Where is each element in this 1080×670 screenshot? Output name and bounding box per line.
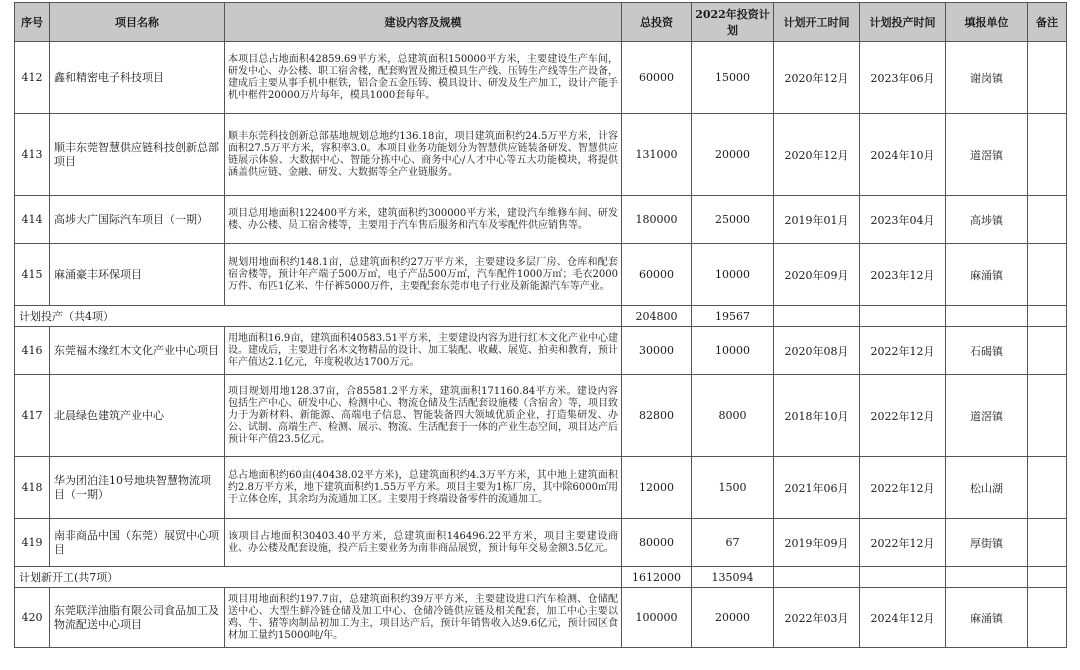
row-no: 417 bbox=[15, 375, 50, 457]
empty-cell bbox=[946, 567, 1028, 588]
row-unit: 道滘镇 bbox=[946, 375, 1028, 457]
row-prod: 2022年12月 bbox=[860, 457, 946, 519]
row-total: 60000 bbox=[622, 244, 692, 306]
row-name: 高埗大广国际汽车项目（一期） bbox=[50, 196, 225, 244]
row-content: 本项目总占地面积42859.69平方米，总建筑面积150000平方米，主要建设生产车间，研发中心、办公楼、职工宿舍楼，配套购置及搬迁模具生产线、压铸生产线等生产设备，建成后主要从事手机中框铁，铝合金五金压铸、模具设计、研发及生产加工，设计产能手机中框件20000万片每年，模具1000套每年。 bbox=[225, 42, 622, 114]
row-total: 80000 bbox=[622, 519, 692, 567]
subtotal-label: 计划新开工(共7项） bbox=[15, 567, 622, 588]
subtotal-plan: 135094 bbox=[692, 567, 774, 588]
row-name: 东莞福木缘红木文化产业中心项目 bbox=[50, 327, 225, 375]
empty-cell bbox=[1028, 306, 1067, 327]
row-unit: 道滘镇 bbox=[946, 114, 1028, 196]
row-note bbox=[1028, 196, 1067, 244]
header-total: 总投资 bbox=[622, 3, 692, 42]
subtotal-row bbox=[15, 306, 1067, 327]
row-content: 顺丰东莞科技创新总部基地规划总地约136.18亩，项目建筑面积约24.5万平方米，计容面积27.5万平方米，容积率3.0。本项目业务功能划分为智慧供应链装备研发、智慧供应链展示体验、大数据中心、智能分拣中心、商务中心/人才中心等五大功能模块，将提供涵盖供应链、金融、研发、大数据等全产业链服务。 bbox=[225, 114, 622, 196]
table-row bbox=[15, 196, 1067, 244]
row-plan: 20000 bbox=[692, 588, 774, 648]
header-note: 备注 bbox=[1028, 3, 1067, 42]
row-note bbox=[1028, 42, 1067, 114]
row-content: 规划用地面积约148.1亩，总建筑面积约27万平方米，主要建设多层厂房、仓库和配套宿舍楼等，预计年产端子500万㎡，电子产品500万㎡，汽车配件1000万㎡；毛衣2000万件、布匹1亿米、牛仔裤5000万件，主要配套东莞市电子行业及新能源汽车等产业。 bbox=[225, 244, 622, 306]
subtotal-row bbox=[15, 567, 1067, 588]
empty-cell bbox=[774, 567, 860, 588]
row-unit: 松山湖 bbox=[946, 457, 1028, 519]
row-note bbox=[1028, 327, 1067, 375]
header-no: 序号 bbox=[15, 3, 50, 42]
row-plan: 10000 bbox=[692, 244, 774, 306]
row-prod: 2023年04月 bbox=[860, 196, 946, 244]
table-row bbox=[15, 519, 1067, 567]
row-start: 2019年09月 bbox=[774, 519, 860, 567]
row-content: 项目用地面积约197.7亩，总建筑面积约39万平方米，主要建设进口汽车检测、仓储配送中心、大型生鲜冷链仓储及加工中心、仓储冷链供应链及相关配套，加工中心主要以鸡、牛、猪等肉制品初加工为主，项目达产后，预计年销售收入达9.6亿元，预计园区食材加工量约15000吨/年。 bbox=[225, 588, 622, 648]
row-content: 用地面积16.9亩，建筑面积40583.51平方米，主要建设内容为进行红木文化产业中心建设。建成后，主要进行名木文物精品的设计、加工装配、收藏、展览、拍卖和教育，预计年产值达2.1亿元，年度税收达1700万元。 bbox=[225, 327, 622, 375]
row-name: 南非商品中国（东莞）展贸中心项目 bbox=[50, 519, 225, 567]
header-name: 项目名称 bbox=[50, 3, 225, 42]
row-note bbox=[1028, 457, 1067, 519]
header-unit: 填报单位 bbox=[946, 3, 1028, 42]
subtotal-plan: 19567 bbox=[692, 306, 774, 327]
row-note bbox=[1028, 519, 1067, 567]
header-content: 建设内容及规模 bbox=[225, 3, 622, 42]
table-row bbox=[15, 244, 1067, 306]
row-no: 418 bbox=[15, 457, 50, 519]
row-no: 413 bbox=[15, 114, 50, 196]
row-unit: 麻涌镇 bbox=[946, 244, 1028, 306]
row-start: 2018年10月 bbox=[774, 375, 860, 457]
project-table bbox=[14, 2, 1067, 648]
row-total: 30000 bbox=[622, 327, 692, 375]
table-row bbox=[15, 114, 1067, 196]
row-unit: 石碣镇 bbox=[946, 327, 1028, 375]
empty-cell bbox=[1028, 567, 1067, 588]
row-no: 414 bbox=[15, 196, 50, 244]
row-name: 北晨绿色建筑产业中心 bbox=[50, 375, 225, 457]
row-unit: 谢岗镇 bbox=[946, 42, 1028, 114]
row-total: 131000 bbox=[622, 114, 692, 196]
row-start: 2020年08月 bbox=[774, 327, 860, 375]
row-unit: 厚街镇 bbox=[946, 519, 1028, 567]
row-no: 415 bbox=[15, 244, 50, 306]
row-prod: 2022年12月 bbox=[860, 327, 946, 375]
row-prod: 2023年06月 bbox=[860, 42, 946, 114]
row-no: 419 bbox=[15, 519, 50, 567]
table-row bbox=[15, 375, 1067, 457]
header-row bbox=[15, 3, 1067, 42]
row-note bbox=[1028, 114, 1067, 196]
row-plan: 15000 bbox=[692, 42, 774, 114]
row-plan: 10000 bbox=[692, 327, 774, 375]
table-row bbox=[15, 457, 1067, 519]
row-prod: 2022年12月 bbox=[860, 519, 946, 567]
row-name: 东莞联洋油脂有限公司食品加工及物流配送中心项目 bbox=[50, 588, 225, 648]
table-row bbox=[15, 42, 1067, 114]
row-start: 2021年06月 bbox=[774, 457, 860, 519]
row-start: 2020年12月 bbox=[774, 42, 860, 114]
row-start: 2022年03月 bbox=[774, 588, 860, 648]
row-no: 416 bbox=[15, 327, 50, 375]
header-plan: 2022年投资计划 bbox=[692, 3, 774, 42]
row-prod: 2023年12月 bbox=[860, 244, 946, 306]
row-plan: 67 bbox=[692, 519, 774, 567]
row-name: 麻涌豪丰环保项目 bbox=[50, 244, 225, 306]
row-no: 420 bbox=[15, 588, 50, 648]
row-total: 60000 bbox=[622, 42, 692, 114]
subtotal-label: 计划投产（共4项） bbox=[15, 306, 622, 327]
row-total: 82800 bbox=[622, 375, 692, 457]
row-prod: 2024年12月 bbox=[860, 588, 946, 648]
row-no: 412 bbox=[15, 42, 50, 114]
row-total: 100000 bbox=[622, 588, 692, 648]
row-name: 华为团泊洼10号地块智慧物流项目（一期） bbox=[50, 457, 225, 519]
row-content: 该项目占地面积30403.40平方米，总建筑面积146496.22平方米，项目主要建设商业、办公楼及配套设施，投产后主要业务为南非商品展贸，预计每年交易金额3.5亿元。 bbox=[225, 519, 622, 567]
row-content: 总占地面积约60亩(40438.02平方米)，总建筑面积约4.3万平方米，其中地上建筑面积约2.8万平方米，地下建筑面积约1.55万平方米。项目主要为1栋厂房，其中除6000㎡用于立体仓库，其余均为流通加工区。主要用于终端设备零件的流通加工。 bbox=[225, 457, 622, 519]
row-prod: 2022年12月 bbox=[860, 375, 946, 457]
row-start: 2020年09月 bbox=[774, 244, 860, 306]
row-unit: 高埗镇 bbox=[946, 196, 1028, 244]
row-content: 项目总用地面积122400平方米，建筑面积约300000平方米，建设汽车维修车间、研发楼、办公楼、员工宿舍楼等，主要用于汽车售后服务和汽车及零配件供应销售等。 bbox=[225, 196, 622, 244]
row-note bbox=[1028, 244, 1067, 306]
row-plan: 8000 bbox=[692, 375, 774, 457]
empty-cell bbox=[774, 306, 860, 327]
row-start: 2019年01月 bbox=[774, 196, 860, 244]
subtotal-total: 1612000 bbox=[622, 567, 692, 588]
table-row bbox=[15, 588, 1067, 648]
row-plan: 1500 bbox=[692, 457, 774, 519]
row-name: 顺丰东莞智慧供应链科技创新总部项目 bbox=[50, 114, 225, 196]
header-prod: 计划投产时间 bbox=[860, 3, 946, 42]
table-row bbox=[15, 327, 1067, 375]
row-plan: 25000 bbox=[692, 196, 774, 244]
empty-cell bbox=[946, 306, 1028, 327]
row-prod: 2024年10月 bbox=[860, 114, 946, 196]
header-start: 计划开工时间 bbox=[774, 3, 860, 42]
empty-cell bbox=[860, 306, 946, 327]
row-name: 鑫和精密电子科技项目 bbox=[50, 42, 225, 114]
row-total: 180000 bbox=[622, 196, 692, 244]
empty-cell bbox=[860, 567, 946, 588]
row-total: 12000 bbox=[622, 457, 692, 519]
row-start: 2020年12月 bbox=[774, 114, 860, 196]
row-content: 项目规划用地128.37亩，合85581.2平方米，建筑面积171160.84平方米。建设内容包括生产中心、研发中心、检测中心、物流仓储及生活配套设施楼（含宿舍）等，项目致力于为新材料、新能源、高端电子信息、智能装备四大领域优质企业，打造集研发、办公、试制、高端生产、检测、展示、物流、生活配套于一体的产业生态空间，项目达产后预计年产值23.5亿元。 bbox=[225, 375, 622, 457]
subtotal-total: 204800 bbox=[622, 306, 692, 327]
row-note bbox=[1028, 588, 1067, 648]
row-note bbox=[1028, 375, 1067, 457]
row-plan: 20000 bbox=[692, 114, 774, 196]
row-unit: 麻涌镇 bbox=[946, 588, 1028, 648]
